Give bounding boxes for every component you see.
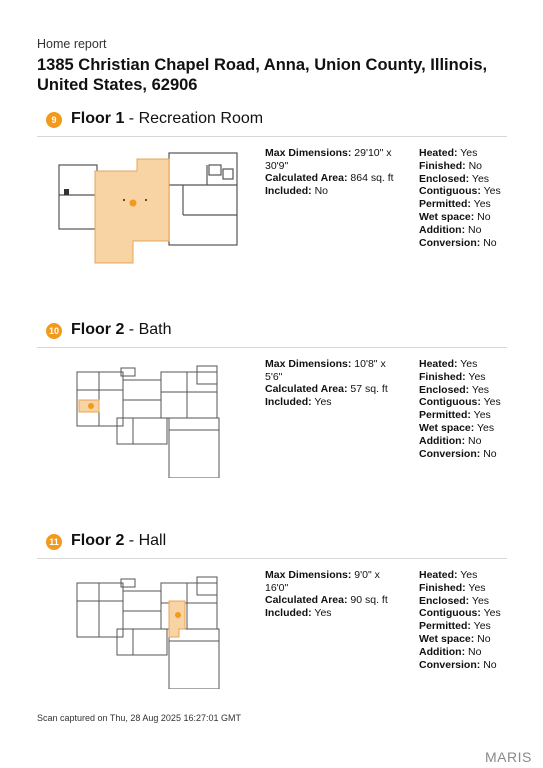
- max-dimensions-value: 9'0" x 16'0": [265, 569, 380, 594]
- finished-value: Yes: [468, 581, 486, 594]
- title-separator: -: [124, 532, 139, 549]
- included-label: Included:: [265, 606, 312, 619]
- permitted-label: Permitted:: [419, 620, 471, 633]
- room-attributes: [419, 358, 509, 460]
- area-label: Calculated Area:: [265, 172, 348, 185]
- included-label: Included:: [265, 184, 312, 197]
- highlighted-room: [95, 159, 169, 263]
- contiguous-value: Yes: [483, 396, 501, 409]
- room-header: [37, 110, 507, 134]
- enclosed-value: Yes: [471, 383, 490, 396]
- floor-plan-image: [57, 145, 257, 267]
- area-value: 90 sq. ft: [350, 594, 388, 607]
- heated-label: Heated:: [419, 569, 458, 581]
- finished-label: Finished:: [419, 581, 466, 594]
- conversion-label: Conversion:: [419, 658, 481, 671]
- heated-value: Yes: [460, 147, 478, 159]
- floor-plan-image: [57, 567, 257, 689]
- room-section-recreation-room: [37, 110, 507, 310]
- room-dimensions: [265, 358, 405, 408]
- room-number-badge: 10: [46, 323, 62, 339]
- section-divider: [37, 136, 507, 137]
- max-dimensions-label: Max Dimensions:: [265, 569, 352, 581]
- room-attributes: [419, 569, 509, 671]
- max-dimensions-label: Max Dimensions:: [265, 147, 352, 159]
- floor-label: Floor 2: [71, 321, 125, 338]
- room-name: Recreation Room: [138, 110, 264, 127]
- maris-watermark: MARIS: [485, 749, 532, 765]
- finished-label: Finished:: [419, 370, 466, 383]
- room-number-badge: 11: [46, 534, 62, 550]
- addition-value: No: [468, 645, 482, 658]
- conversion-label: Conversion:: [419, 236, 481, 249]
- addition-value: No: [468, 434, 482, 447]
- addition-label: Addition:: [419, 223, 466, 236]
- report-label: Home report: [37, 37, 107, 51]
- heated-value: Yes: [460, 358, 478, 370]
- area-label: Calculated Area:: [265, 383, 348, 396]
- room-title: [71, 110, 263, 128]
- room-section-bath: [37, 321, 507, 521]
- floor-label: Floor 1: [71, 110, 125, 127]
- conversion-value: No: [483, 447, 497, 460]
- permitted-value: Yes: [473, 198, 491, 211]
- area-label: Calculated Area:: [265, 594, 348, 607]
- enclosed-label: Enclosed:: [419, 172, 470, 185]
- floor-plan-image: [57, 356, 257, 478]
- addition-label: Addition:: [419, 645, 466, 658]
- conversion-label: Conversion:: [419, 447, 481, 460]
- enclosed-label: Enclosed:: [419, 383, 470, 396]
- highlighted-room: [169, 601, 185, 637]
- room-title: [71, 321, 171, 339]
- heated-label: Heated:: [419, 147, 458, 159]
- enclosed-label: Enclosed:: [419, 594, 470, 607]
- heated-label: Heated:: [419, 358, 458, 370]
- enclosed-value: Yes: [471, 172, 490, 185]
- section-divider: [37, 347, 507, 348]
- room-dimensions: [265, 569, 405, 619]
- max-dimensions-value: 29'10" x 30'9": [265, 147, 392, 172]
- permitted-value: Yes: [473, 409, 491, 422]
- floor-label: Floor 2: [71, 532, 125, 549]
- finished-value: Yes: [468, 370, 486, 383]
- room-dimensions: [265, 147, 405, 197]
- included-value: No: [314, 184, 329, 197]
- addition-value: No: [468, 223, 482, 236]
- finished-label: Finished:: [419, 159, 466, 172]
- scan-timestamp: Scan captured on Thu, 28 Aug 2025 16:27:01 GMT: [37, 713, 241, 723]
- conversion-value: No: [483, 658, 497, 671]
- title-separator: -: [124, 321, 139, 338]
- max-dimensions-label: Max Dimensions:: [265, 358, 352, 370]
- wet-space-value: No: [477, 632, 491, 645]
- room-section-hall: [37, 532, 507, 732]
- room-number-badge: 9: [46, 112, 62, 128]
- room-name: Hall: [138, 532, 167, 549]
- finished-value: No: [468, 159, 483, 172]
- contiguous-label: Contiguous:: [419, 185, 481, 198]
- room-attributes: [419, 147, 509, 249]
- room-title: [71, 532, 166, 550]
- contiguous-value: Yes: [483, 607, 501, 620]
- permitted-value: Yes: [473, 620, 491, 633]
- area-value: 864 sq. ft: [350, 172, 394, 185]
- contiguous-label: Contiguous:: [419, 396, 481, 409]
- wet-space-value: No: [477, 210, 491, 223]
- enclosed-value: Yes: [471, 594, 490, 607]
- wet-space-value: Yes: [476, 421, 495, 434]
- conversion-value: No: [483, 236, 497, 249]
- area-value: 57 sq. ft: [350, 383, 388, 396]
- max-dimensions-value: 10'8" x 5'6": [265, 358, 386, 383]
- included-value: Yes: [314, 395, 332, 408]
- property-address: 1385 Christian Chapel Road, Anna, Union County, Illinois, United States, 62906: [37, 56, 488, 94]
- room-name: Bath: [138, 321, 172, 338]
- title-separator: -: [124, 110, 139, 127]
- room-header: [37, 321, 507, 345]
- included-label: Included:: [265, 395, 312, 408]
- addition-label: Addition:: [419, 434, 466, 447]
- wet-space-label: Wet space:: [419, 210, 475, 223]
- room-header: [37, 532, 507, 556]
- permitted-label: Permitted:: [419, 198, 471, 211]
- section-divider: [37, 558, 507, 559]
- included-value: Yes: [314, 606, 332, 619]
- permitted-label: Permitted:: [419, 409, 471, 422]
- wet-space-label: Wet space:: [419, 632, 475, 645]
- contiguous-label: Contiguous:: [419, 607, 481, 620]
- contiguous-value: Yes: [483, 185, 501, 198]
- wet-space-label: Wet space:: [419, 421, 475, 434]
- heated-value: Yes: [460, 569, 478, 581]
